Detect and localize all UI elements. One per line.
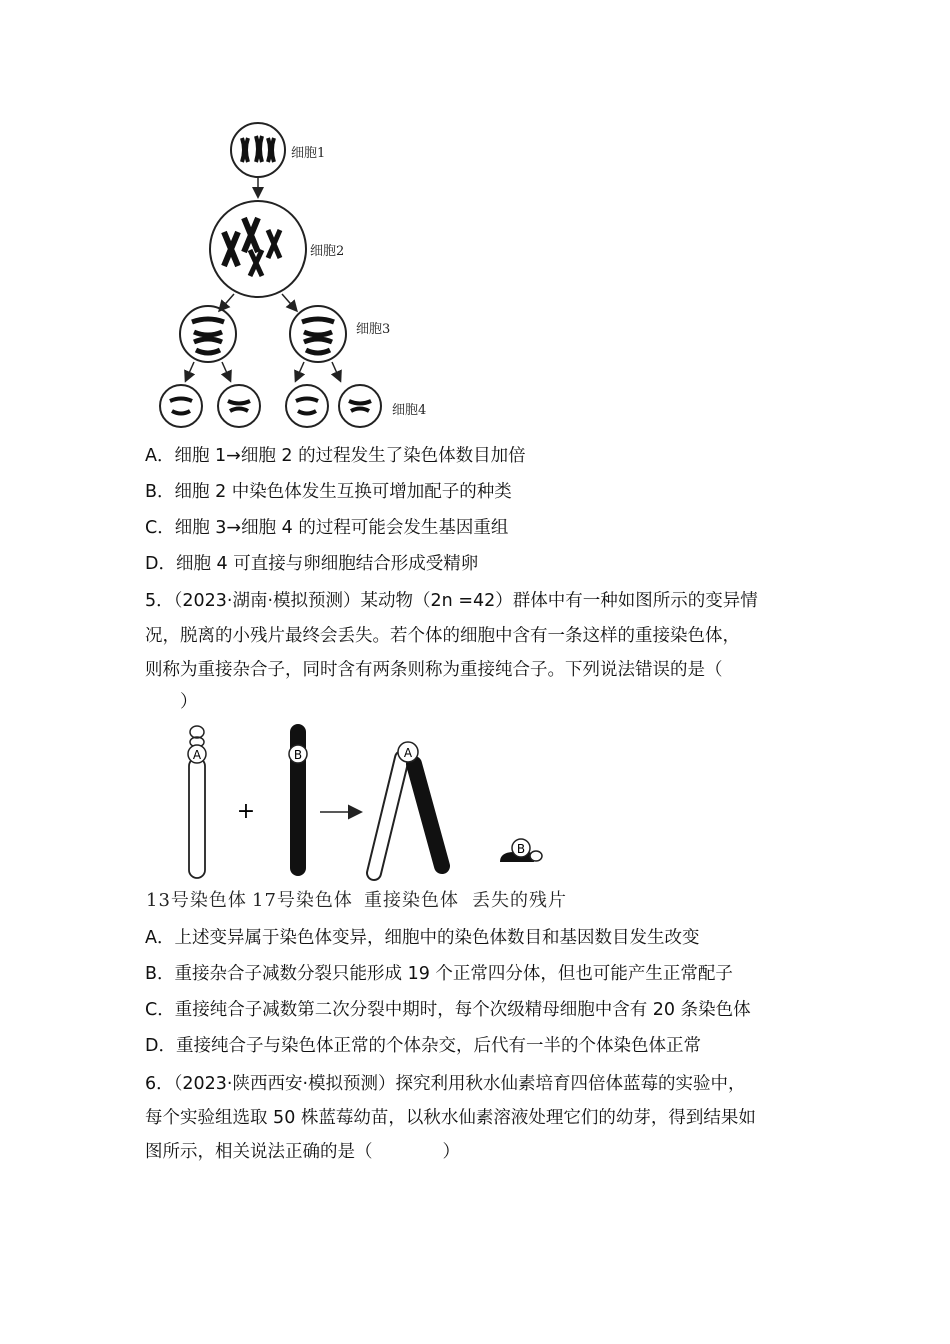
q4-option-d: D．细胞 4 可直接与卵细胞结合形成受精卵 <box>145 554 479 574</box>
q6-stem-line-3: 图所示，相关说法正确的是（ ） <box>145 1142 460 1162</box>
q4-option-b: B．细胞 2 中染色体发生互换可增加配子的种类 <box>145 482 512 502</box>
chromosome-fusion-diagram <box>170 718 570 886</box>
marker-b-fragment: B <box>516 842 526 856</box>
caption-13: 13号染色体 <box>146 890 247 911</box>
q5-option-b: B．重接杂合子减数分裂只能形成 19 个正常四分体，但也可能产生正常配子 <box>145 964 733 984</box>
caption-fragment: 丢失的残片 <box>472 890 567 911</box>
q6-stem-line-1: 6．（2023·陕西西安·模拟预测）探究利用秋水仙素培育四倍体蓝莓的实验中， <box>145 1074 746 1094</box>
marker-a-fused: A <box>403 746 413 760</box>
cell-2-label: 细胞2 <box>310 244 345 259</box>
cell-3-right <box>290 306 346 362</box>
chromosome-17 <box>289 724 307 876</box>
q5-stem-line-2: 况，脱离的小残片最终会丢失。若个体的细胞中含有一条这样的重接染色体， <box>145 626 740 646</box>
cell-3-left <box>180 306 236 362</box>
cell-1 <box>231 123 285 177</box>
cell-2 <box>210 201 306 297</box>
cell-4-label: 细胞4 <box>392 403 427 418</box>
cell-4-group <box>160 385 381 427</box>
q5-option-a: A．上述变异属于染色体变异，细胞中的染色体数目和基因数目发生改变 <box>145 928 700 948</box>
cell-1-label: 细胞1 <box>291 146 326 161</box>
marker-b-left: B <box>293 748 303 762</box>
meiosis-cell-diagram <box>150 112 450 432</box>
plus-sign: + <box>236 799 256 824</box>
q5-stem-line-1: 5．（2023·湖南·模拟预测）某动物（2n =42）群体中有一种如图所示的变异情 <box>145 591 758 611</box>
chromosome-13 <box>188 726 206 878</box>
fused-chromosome <box>374 742 442 873</box>
q4-option-a: A．细胞 1→细胞 2 的过程发生了染色体数目加倍 <box>145 446 526 466</box>
caption-17: 17号染色体 <box>252 890 353 911</box>
lost-fragment <box>500 839 542 862</box>
q5-option-c: C．重接纯合子减数第二次分裂中期时，每个次级精母细胞中含有 20 条染色体 <box>145 1000 751 1020</box>
q6-stem-line-2: 每个实验组选取 50 株蓝莓幼苗，以秋水仙素溶液处理它们的幼芽，得到结果如 <box>145 1108 756 1128</box>
q5-option-d: D．重接纯合子与染色体正常的个体杂交，后代有一半的个体染色体正常 <box>145 1036 701 1056</box>
marker-a-left: A <box>192 748 202 762</box>
q5-stem-line-4: ） <box>180 692 198 712</box>
caption-fused: 重接染色体 <box>364 890 459 911</box>
q4-option-c: C．细胞 3→细胞 4 的过程可能会发生基因重组 <box>145 518 509 538</box>
cell-3-label: 细胞3 <box>356 322 391 337</box>
q5-stem-line-3: 则称为重接杂合子，同时含有两条则称为重接纯合子。下列说法错误的是（ <box>145 660 723 680</box>
